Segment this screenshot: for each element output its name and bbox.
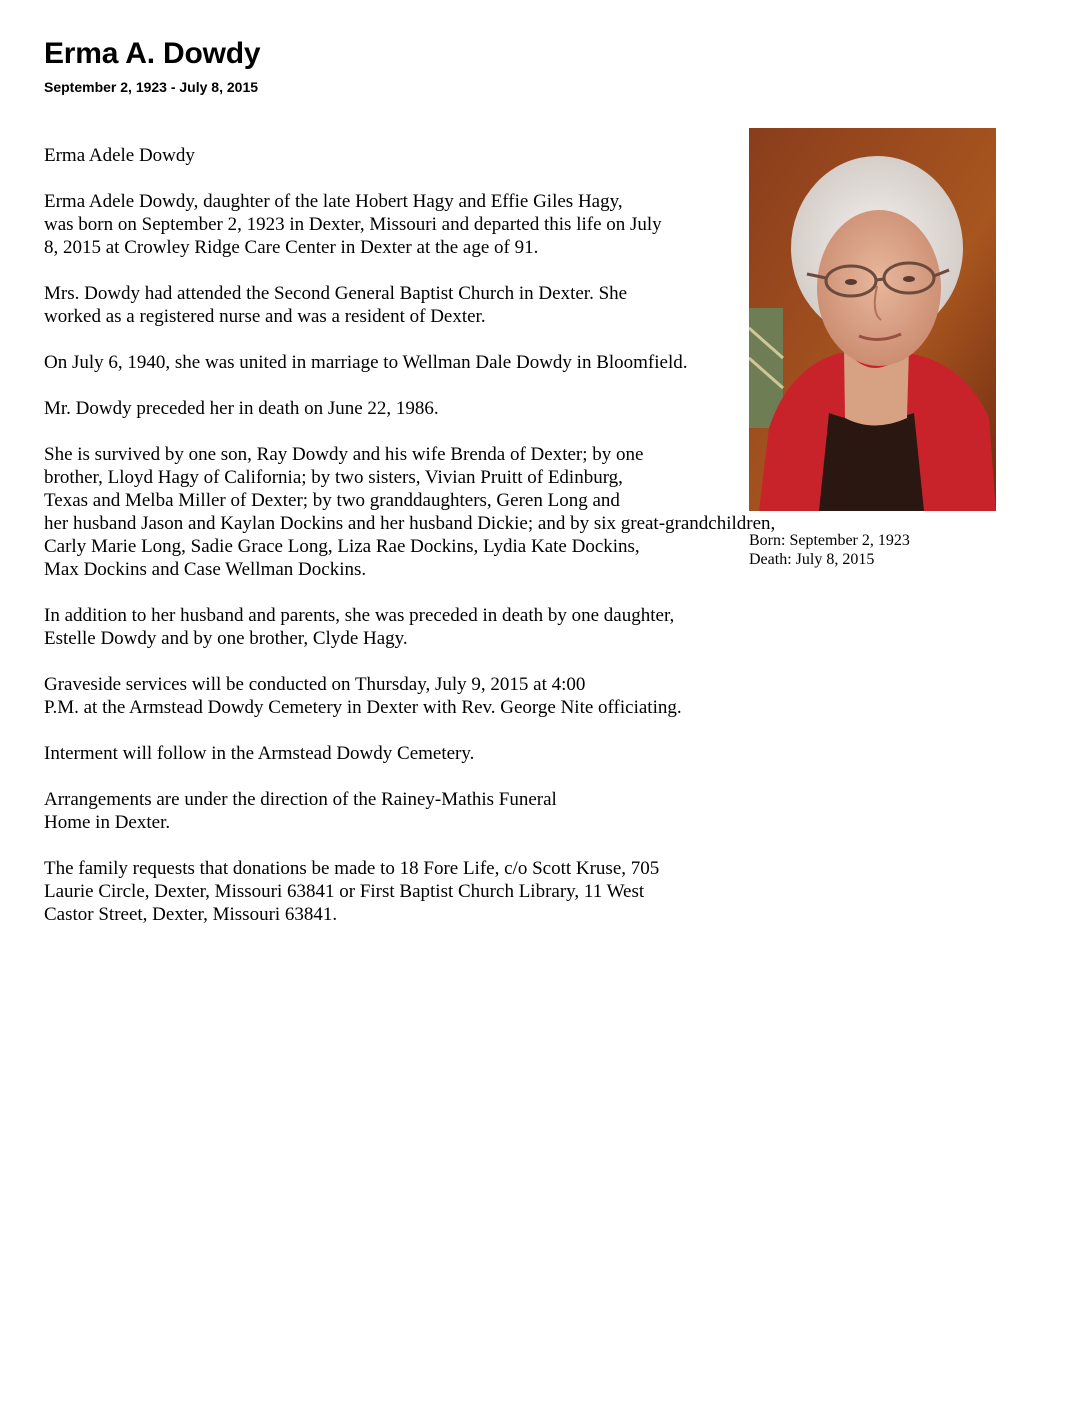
obituary-line: She is survived by one son, Ray Dowdy and his wife Brenda of Dexter; by one	[44, 444, 644, 465]
obituary-line: Estelle Dowdy and by one brother, Clyde Hagy.	[44, 628, 408, 649]
obituary-line: her husband Jason and Kaylan Dockins and her husband Dickie; and by six great-grandchildren,	[44, 513, 776, 534]
paragraph-gap	[44, 167, 764, 190]
photo-caption	[749, 531, 910, 569]
caption-born: Born: September 2, 1923	[749, 532, 910, 549]
obituary-line: Home in Dexter.	[44, 812, 171, 833]
obituary-line: Arrangements are under the direction of the Rainey-Mathis Funeral	[44, 789, 557, 810]
page-title: Erma A. Dowdy	[44, 37, 261, 70]
paragraph-gap	[44, 374, 764, 397]
paragraph-gap	[44, 259, 764, 282]
obituary-line: 8, 2015 at Crowley Ridge Care Center in Dexter at the age of 91.	[44, 237, 539, 258]
obituary-line: brother, Lloyd Hagy of California; by two sisters, Vivian Pruitt of Edinburg,	[44, 467, 623, 488]
obituary-line: Interment will follow in the Armstead Dowdy Cemetery.	[44, 743, 475, 764]
obituary-line: In addition to her husband and parents, she was preceded in death by one daughter,	[44, 605, 675, 626]
obituary-line: The family requests that donations be made to 18 Fore Life, c/o Scott Kruse, 705	[44, 858, 660, 879]
obituary-line: P.M. at the Armstead Dowdy Cemetery in Dexter with Rev. George Nite officiating.	[44, 697, 682, 718]
paragraph-gap	[44, 581, 764, 604]
obituary-line: Mr. Dowdy preceded her in death on June 22, 1986.	[44, 398, 439, 419]
paragraph-gap	[44, 420, 764, 443]
obituary-line: Carly Marie Long, Sadie Grace Long, Liza Rae Dockins, Lydia Kate Dockins,	[44, 536, 640, 557]
paragraph-gap	[44, 834, 764, 857]
life-dates: September 2, 1923 - July 8, 2015	[44, 79, 259, 95]
obituary-line: Graveside services will be conducted on Thursday, July 9, 2015 at 4:00	[44, 674, 586, 695]
obituary-line: Erma Adele Dowdy	[44, 145, 195, 166]
paragraph-gap	[44, 650, 764, 673]
obituary-line: On July 6, 1940, she was united in marriage to Wellman Dale Dowdy in Bloomfield.	[44, 352, 688, 373]
obituary-line: Mrs. Dowdy had attended the Second General Baptist Church in Dexter. She	[44, 283, 628, 304]
caption-death: Death: July 8, 2015	[749, 551, 875, 568]
obituary-line: worked as a registered nurse and was a resident of Dexter.	[44, 306, 486, 327]
obituary-line: Castor Street, Dexter, Missouri 63841.	[44, 904, 338, 925]
obituary-line: Erma Adele Dowdy, daughter of the late Hobert Hagy and Effie Giles Hagy,	[44, 191, 623, 212]
obituary-line: Laurie Circle, Dexter, Missouri 63841 or First Baptist Church Library, 11 West	[44, 881, 645, 902]
obituary-line: Texas and Melba Miller of Dexter; by two granddaughters, Geren Long and	[44, 490, 620, 511]
paragraph-gap	[44, 765, 764, 788]
paragraph-gap	[44, 328, 764, 351]
obituary-line: was born on September 2, 1923 in Dexter, Missouri and departed this life on July	[44, 214, 662, 235]
paragraph-gap	[44, 719, 764, 742]
obituary-line: Max Dockins and Case Wellman Dockins.	[44, 559, 367, 580]
obituary-text	[44, 144, 776, 926]
portrait-photo	[749, 128, 996, 511]
